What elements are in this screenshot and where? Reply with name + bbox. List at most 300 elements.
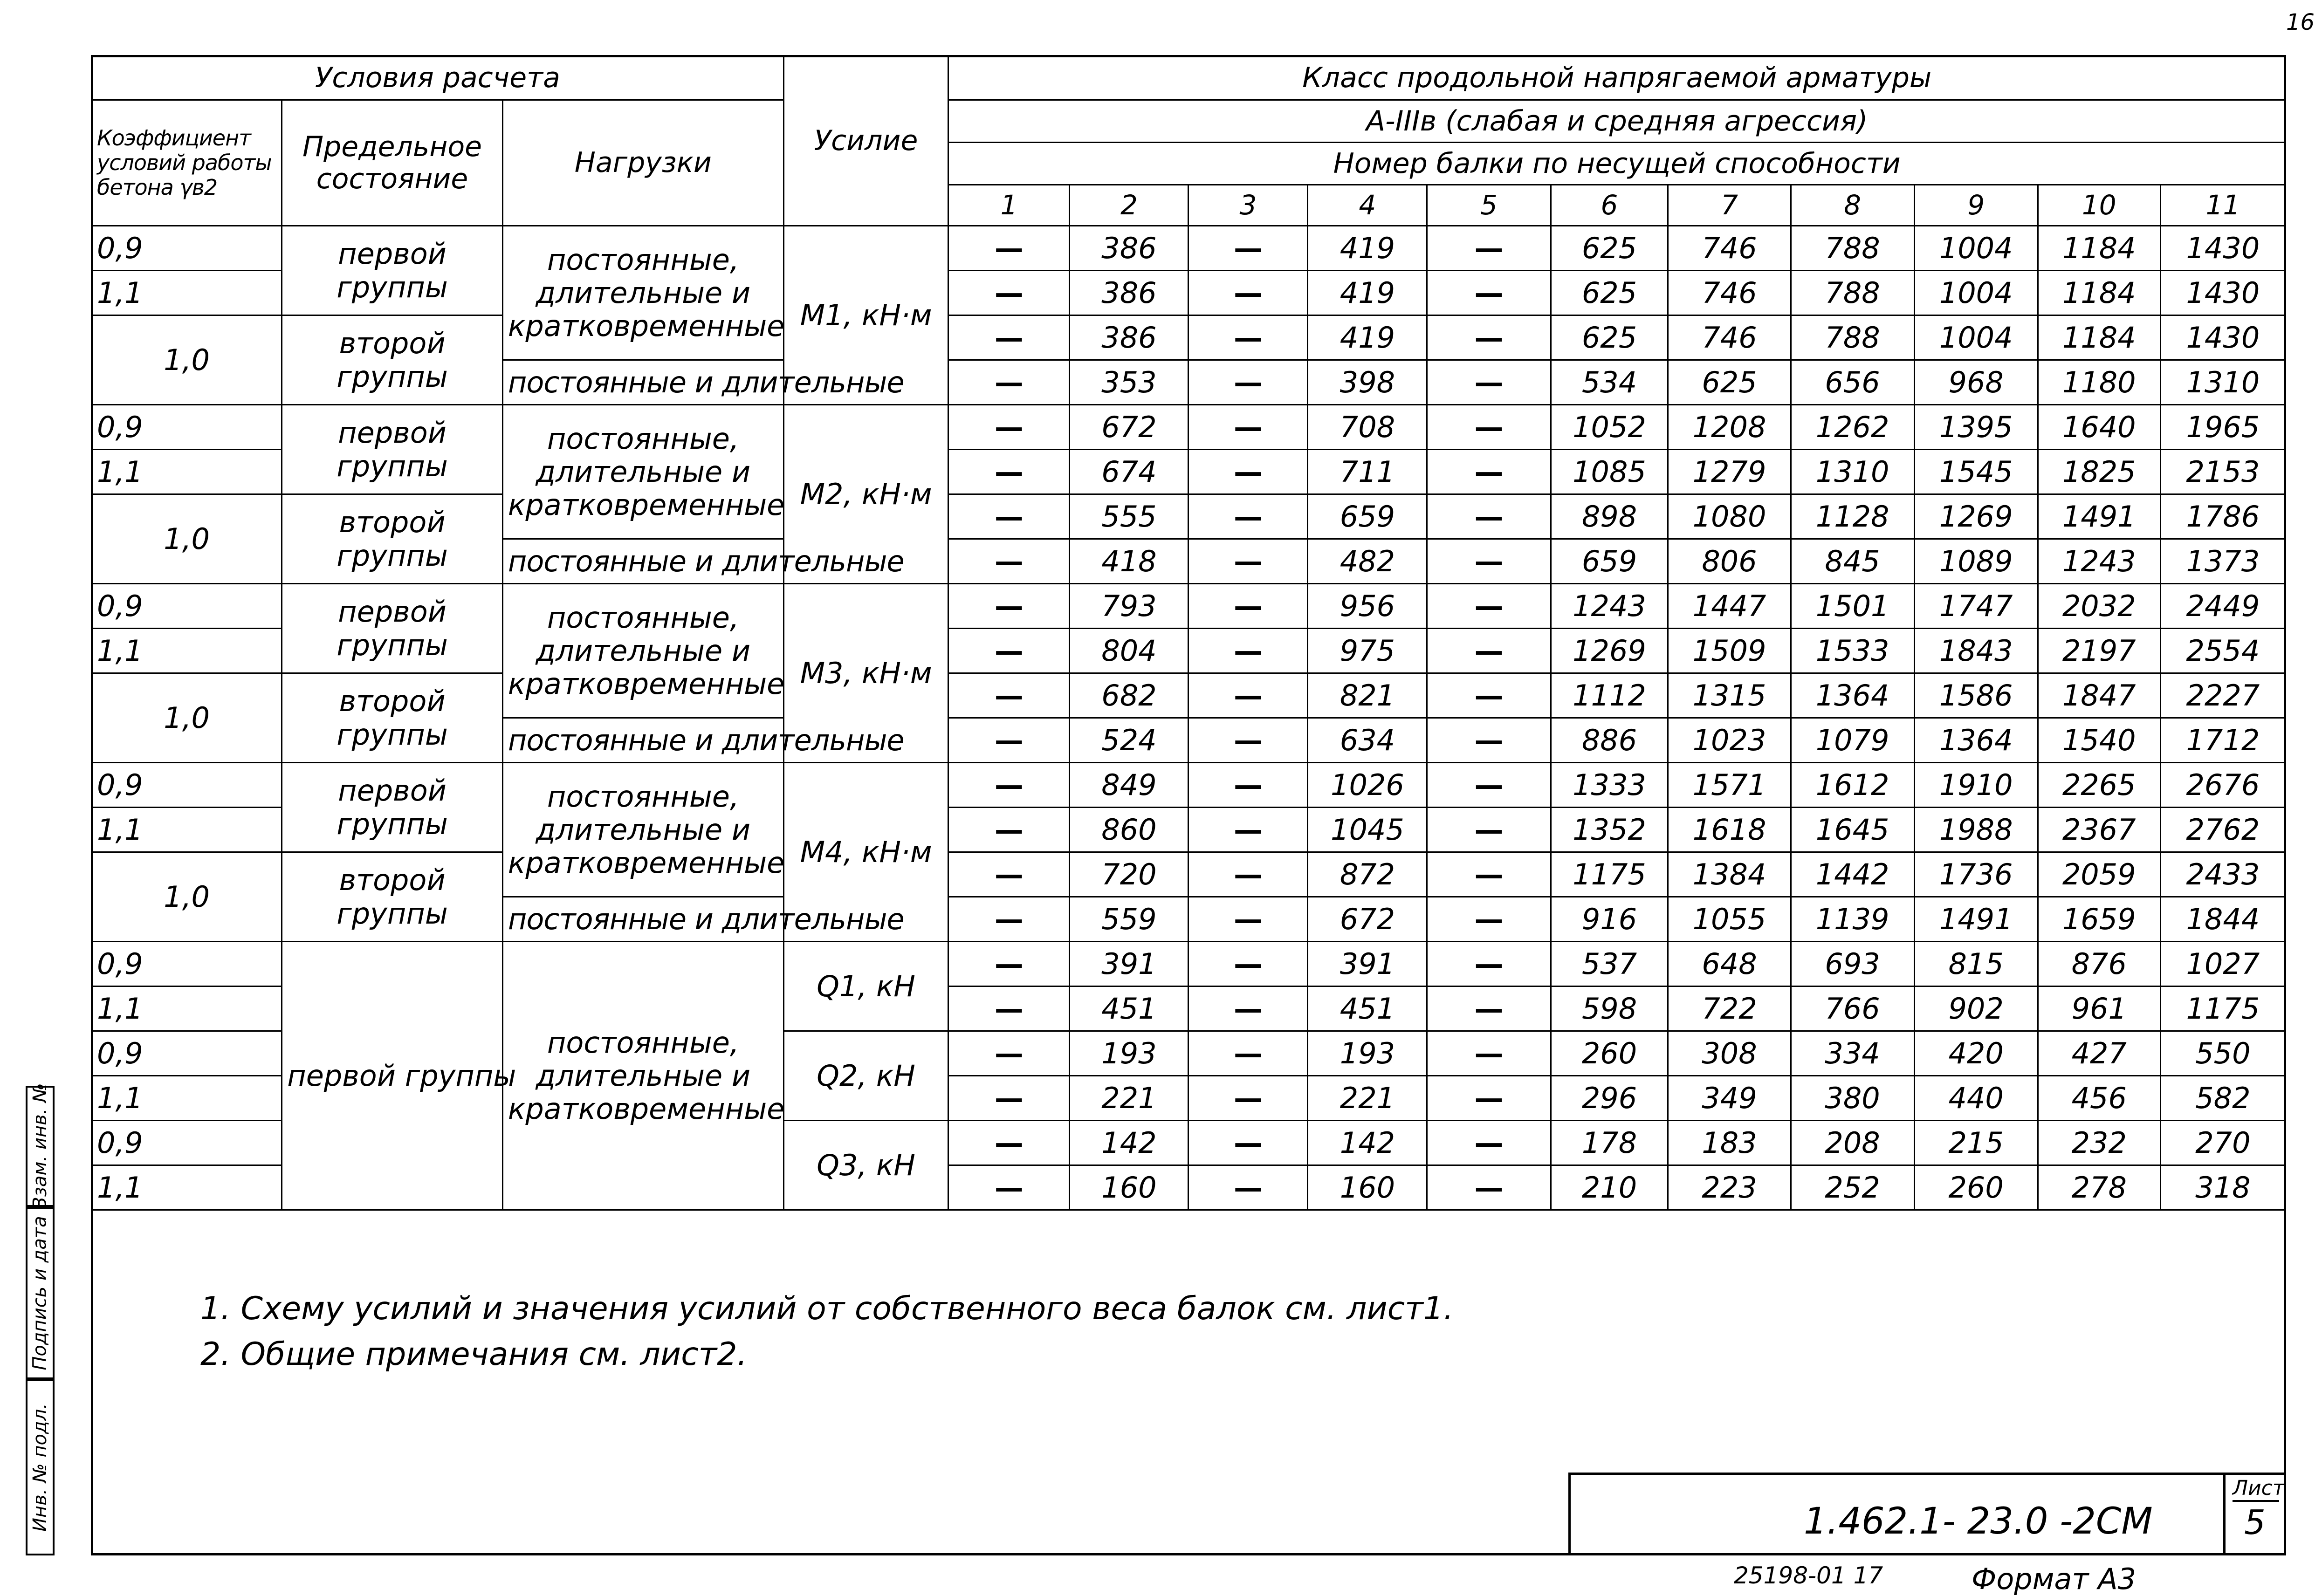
beam-number-10: 10 <box>2038 185 2160 226</box>
value-cell: 391 <box>1070 942 1188 986</box>
value-cell: 1384 <box>1668 852 1791 897</box>
value-cell: 482 <box>1308 539 1427 584</box>
value-cell: — <box>1188 808 1308 852</box>
force-table <box>91 55 2286 1211</box>
value-cell: 353 <box>1070 360 1188 405</box>
value-cell: 711 <box>1308 450 1427 494</box>
value-cell: — <box>948 1121 1070 1165</box>
value-cell: 788 <box>1791 226 1914 271</box>
value-cell: 451 <box>1070 986 1188 1031</box>
value-cell: 534 <box>1551 360 1668 405</box>
value-cell: — <box>948 718 1070 763</box>
beam-number-3: 3 <box>1188 185 1308 226</box>
coeff-cell: 0,9 <box>92 226 282 271</box>
value-cell: 656 <box>1791 360 1914 405</box>
loads-cell: постоянные, длительные и кратковременные <box>502 584 783 718</box>
value-cell: 260 <box>1551 1031 1668 1076</box>
value-cell: 975 <box>1308 629 1427 673</box>
value-cell: 215 <box>1914 1121 2038 1165</box>
value-cell: 427 <box>2038 1031 2160 1076</box>
value-cell: 886 <box>1551 718 1668 763</box>
value-cell: 2762 <box>2160 808 2285 852</box>
value-cell: 142 <box>1070 1121 1188 1165</box>
coeff-cell: 1,0 <box>92 315 282 405</box>
side-signature-date: Подпись и дата <box>26 1207 55 1379</box>
value-cell: 1333 <box>1551 763 1668 808</box>
value-cell: 524 <box>1070 718 1188 763</box>
value-cell: 1843 <box>1914 629 2038 673</box>
beam-number-8: 8 <box>1791 185 1914 226</box>
value-cell: 1128 <box>1791 494 1914 539</box>
value-cell: 849 <box>1070 763 1188 808</box>
value-cell: 1736 <box>1914 852 2038 897</box>
value-cell: 1373 <box>2160 539 2285 584</box>
value-cell: 793 <box>1070 584 1188 629</box>
coeff-cell: 1,1 <box>92 1076 282 1121</box>
value-cell: 349 <box>1668 1076 1791 1121</box>
value-cell: 1243 <box>1551 584 1668 629</box>
loads-cell: постоянные и длительные <box>502 718 783 763</box>
value-cell: 876 <box>2038 942 2160 986</box>
limit-state-cell: первой группы <box>282 942 503 1210</box>
value-cell: 672 <box>1070 405 1188 450</box>
loads-cell: постоянные, длительные и кратковременные <box>502 763 783 897</box>
value-cell: — <box>1188 673 1308 718</box>
value-cell: — <box>948 942 1070 986</box>
value-cell: — <box>1188 360 1308 405</box>
value-cell: 898 <box>1551 494 1668 539</box>
value-cell: 956 <box>1308 584 1427 629</box>
value-cell: 648 <box>1668 942 1791 986</box>
value-cell: 420 <box>1914 1031 2038 1076</box>
value-cell: 1618 <box>1668 808 1791 852</box>
format-label: Формат А3 <box>1972 1562 2137 1596</box>
value-cell: — <box>948 1165 1070 1210</box>
value-cell: — <box>1188 942 1308 986</box>
value-cell: 1027 <box>2160 942 2285 986</box>
value-cell: — <box>948 673 1070 718</box>
value-cell: 746 <box>1668 315 1791 360</box>
value-cell: 221 <box>1308 1076 1427 1121</box>
value-cell: — <box>1427 360 1551 405</box>
value-cell: 682 <box>1070 673 1188 718</box>
value-cell: 1965 <box>2160 405 2285 450</box>
loads-cell: постоянные, длительные и кратковременные <box>502 405 783 539</box>
beam-number-header: Номер балки по несущей способности <box>948 143 2286 185</box>
coeff-cell: 0,9 <box>92 405 282 450</box>
value-cell: 1491 <box>2038 494 2160 539</box>
value-cell: 815 <box>1914 942 2038 986</box>
table-row <box>92 315 2286 360</box>
value-cell: 804 <box>1070 629 1188 673</box>
value-cell: — <box>1188 539 1308 584</box>
value-cell: 2227 <box>2160 673 2285 718</box>
value-cell: — <box>1427 808 1551 852</box>
value-cell: — <box>1427 315 1551 360</box>
note-2: 2. Общие примечания см. лист2. <box>200 1336 748 1373</box>
value-cell: 961 <box>2038 986 2160 1031</box>
conditions-header: Условия расчета <box>92 56 784 100</box>
value-cell: 419 <box>1308 271 1427 315</box>
value-cell: 1269 <box>1551 629 1668 673</box>
value-cell: 193 <box>1070 1031 1188 1076</box>
coeff-cell: 1,1 <box>92 271 282 315</box>
value-cell: 2265 <box>2038 763 2160 808</box>
value-cell: — <box>1427 450 1551 494</box>
value-cell: 1026 <box>1308 763 1427 808</box>
value-cell: — <box>948 986 1070 1031</box>
table-row <box>92 942 2286 986</box>
value-cell: — <box>1427 942 1551 986</box>
value-cell: 1786 <box>2160 494 2285 539</box>
value-cell: 1180 <box>2038 360 2160 405</box>
loads-cell: постоянные, длительные и кратковременные <box>502 942 783 1210</box>
value-cell: 1184 <box>2038 315 2160 360</box>
value-cell: — <box>1427 1031 1551 1076</box>
value-cell: 1023 <box>1668 718 1791 763</box>
value-cell: — <box>948 808 1070 852</box>
value-cell: 160 <box>1070 1165 1188 1210</box>
coeff-cell: 0,9 <box>92 1121 282 1165</box>
value-cell: 1310 <box>1791 450 1914 494</box>
value-cell: — <box>1188 584 1308 629</box>
limit-state-cell: второй группы <box>282 852 503 942</box>
value-cell: — <box>1427 271 1551 315</box>
value-cell: 142 <box>1308 1121 1427 1165</box>
value-cell: 1659 <box>2038 897 2160 942</box>
value-cell: 1825 <box>2038 450 2160 494</box>
value-cell: — <box>1188 718 1308 763</box>
value-cell: 1364 <box>1914 718 2038 763</box>
value-cell: 968 <box>1914 360 2038 405</box>
value-cell: 821 <box>1308 673 1427 718</box>
value-cell: 1279 <box>1668 450 1791 494</box>
beam-number-1: 1 <box>948 185 1070 226</box>
value-cell: 2153 <box>2160 450 2285 494</box>
value-cell: 672 <box>1308 897 1427 942</box>
value-cell: 1640 <box>2038 405 2160 450</box>
class-header: Класс продольной напрягаемой арматуры <box>948 56 2286 100</box>
value-cell: — <box>1427 539 1551 584</box>
value-cell: — <box>1188 852 1308 897</box>
value-cell: 296 <box>1551 1076 1668 1121</box>
value-cell: — <box>948 539 1070 584</box>
value-cell: 720 <box>1070 852 1188 897</box>
value-cell: 1112 <box>1551 673 1668 718</box>
coeff-cell: 1,1 <box>92 1165 282 1210</box>
value-cell: 2032 <box>2038 584 2160 629</box>
loads-cell: постоянные и длительные <box>502 897 783 942</box>
value-cell: — <box>1188 226 1308 271</box>
value-cell: — <box>948 584 1070 629</box>
coeff-cell: 1,1 <box>92 808 282 852</box>
value-cell: 598 <box>1551 986 1668 1031</box>
limit-state-cell: второй группы <box>282 315 503 405</box>
value-cell: 1004 <box>1914 271 2038 315</box>
value-cell: 456 <box>2038 1076 2160 1121</box>
value-cell: — <box>1427 986 1551 1031</box>
value-cell: — <box>948 1076 1070 1121</box>
table-row <box>92 673 2286 718</box>
side-replace-inv: Взам. инв. № <box>26 1086 55 1207</box>
value-cell: 1208 <box>1668 405 1791 450</box>
value-cell: 1442 <box>1791 852 1914 897</box>
value-cell: — <box>1427 629 1551 673</box>
table-row <box>92 405 2286 450</box>
value-cell: 1052 <box>1551 405 1668 450</box>
coeff-column-header: Коэффициент условий работы бетона γв2 <box>92 100 282 226</box>
value-cell: 1269 <box>1914 494 2038 539</box>
notes <box>200 1286 1454 1377</box>
value-cell: 1586 <box>1914 673 2038 718</box>
value-cell: 2449 <box>2160 584 2285 629</box>
value-cell: — <box>1427 584 1551 629</box>
value-cell: 178 <box>1551 1121 1668 1165</box>
note-1: 1. Схему усилий и значения усилий от собственного веса балок см. лист1. <box>200 1290 1454 1327</box>
value-cell: — <box>1188 1165 1308 1210</box>
value-cell: — <box>1427 1076 1551 1121</box>
value-cell: 1184 <box>2038 226 2160 271</box>
value-cell: 386 <box>1070 315 1188 360</box>
force-cell-m2: M2, кН·м <box>783 405 948 584</box>
force-cell-q1: Q1, кН <box>783 942 948 1031</box>
value-cell: 2367 <box>2038 808 2160 852</box>
value-cell: 1085 <box>1551 450 1668 494</box>
value-cell: 160 <box>1308 1165 1427 1210</box>
sheet-label: Лист <box>2233 1476 2279 1502</box>
value-cell: 1310 <box>2160 360 2285 405</box>
value-cell: 2676 <box>2160 763 2285 808</box>
beam-number-5: 5 <box>1427 185 1551 226</box>
value-cell: 1004 <box>1914 315 2038 360</box>
value-cell: — <box>948 852 1070 897</box>
value-cell: 634 <box>1308 718 1427 763</box>
force-cell-q3: Q3, кН <box>783 1121 948 1210</box>
value-cell: — <box>948 494 1070 539</box>
table-row <box>92 852 2286 897</box>
value-cell: 386 <box>1070 271 1188 315</box>
value-cell: 391 <box>1308 942 1427 986</box>
coeff-cell: 0,9 <box>92 942 282 986</box>
limit-state-cell: второй группы <box>282 673 503 763</box>
value-cell: 1184 <box>2038 271 2160 315</box>
value-cell: 559 <box>1070 897 1188 942</box>
sheet-number: 5 <box>2244 1503 2266 1542</box>
value-cell: 278 <box>2038 1165 2160 1210</box>
value-cell: — <box>1427 718 1551 763</box>
document-code: 1.462.1- 23.0 -2СМ <box>1804 1500 2153 1542</box>
value-cell: — <box>948 405 1070 450</box>
value-cell: 1509 <box>1668 629 1791 673</box>
value-cell: 766 <box>1791 986 1914 1031</box>
value-cell: 1004 <box>1914 226 2038 271</box>
page-number: 16 <box>2286 9 2315 35</box>
value-cell: 693 <box>1791 942 1914 986</box>
force-column-header: Усилие <box>783 56 948 226</box>
value-cell: 550 <box>2160 1031 2285 1076</box>
value-cell: 1612 <box>1791 763 1914 808</box>
limit-state-cell: первой группы <box>282 584 503 673</box>
value-cell: — <box>1427 1165 1551 1210</box>
value-cell: 1045 <box>1308 808 1427 852</box>
value-cell: 1910 <box>1914 763 2038 808</box>
limit-state-cell: второй группы <box>282 494 503 584</box>
value-cell: — <box>1427 405 1551 450</box>
value-cell: 380 <box>1791 1076 1914 1121</box>
value-cell: 1540 <box>2038 718 2160 763</box>
value-cell: 1262 <box>1791 405 1914 450</box>
value-cell: — <box>1188 494 1308 539</box>
value-cell: 260 <box>1914 1165 2038 1210</box>
value-cell: 1175 <box>2160 986 2285 1031</box>
value-cell: — <box>948 360 1070 405</box>
side-inv-no: Инв. № подл. <box>26 1379 55 1555</box>
force-cell-q2: Q2, кН <box>783 1031 948 1121</box>
value-cell: 440 <box>1914 1076 2038 1121</box>
value-cell: 210 <box>1551 1165 1668 1210</box>
value-cell: — <box>1188 1031 1308 1076</box>
value-cell: 418 <box>1070 539 1188 584</box>
value-cell: — <box>1188 271 1308 315</box>
value-cell: 1844 <box>2160 897 2285 942</box>
value-cell: — <box>1427 494 1551 539</box>
coeff-cell: 1,1 <box>92 450 282 494</box>
value-cell: 2059 <box>2038 852 2160 897</box>
value-cell: 223 <box>1668 1165 1791 1210</box>
value-cell: 1430 <box>2160 271 2285 315</box>
value-cell: 625 <box>1551 226 1668 271</box>
coeff-cell: 1,0 <box>92 494 282 584</box>
value-cell: 746 <box>1668 226 1791 271</box>
value-cell: — <box>1188 986 1308 1031</box>
value-cell: — <box>948 629 1070 673</box>
value-cell: — <box>948 226 1070 271</box>
limit-state-column-header: Предельное состояние <box>282 100 503 226</box>
value-cell: — <box>1427 1121 1551 1165</box>
value-cell: 582 <box>2160 1076 2285 1121</box>
value-cell: 537 <box>1551 942 1668 986</box>
force-cell-m1: M1, кН·м <box>783 226 948 405</box>
value-cell: 334 <box>1791 1031 1914 1076</box>
limit-state-cell: первой группы <box>282 763 503 852</box>
value-cell: — <box>1188 450 1308 494</box>
value-cell: 1988 <box>1914 808 2038 852</box>
value-cell: — <box>1188 1076 1308 1121</box>
class-value: A-IIIв (слабая и средняя агрессия) <box>948 100 2286 143</box>
value-cell: 1491 <box>1914 897 2038 942</box>
value-cell: 270 <box>2160 1121 2285 1165</box>
value-cell: — <box>1427 226 1551 271</box>
value-cell: — <box>1427 673 1551 718</box>
value-cell: 1430 <box>2160 226 2285 271</box>
value-cell: 1645 <box>1791 808 1914 852</box>
value-cell: 1175 <box>1551 852 1668 897</box>
value-cell: 2433 <box>2160 852 2285 897</box>
force-cell-m4: M4, кН·м <box>783 763 948 942</box>
limit-state-cell: первой группы <box>282 226 503 315</box>
value-cell: 318 <box>2160 1165 2285 1210</box>
value-cell: 1139 <box>1791 897 1914 942</box>
value-cell: 746 <box>1668 271 1791 315</box>
value-cell: 1533 <box>1791 629 1914 673</box>
value-cell: 419 <box>1308 226 1427 271</box>
value-cell: 232 <box>2038 1121 2160 1165</box>
loads-column-header: Нагрузки <box>502 100 783 226</box>
coeff-cell: 1,0 <box>92 673 282 763</box>
value-cell: 674 <box>1070 450 1188 494</box>
beam-number-2: 2 <box>1070 185 1188 226</box>
value-cell: 1079 <box>1791 718 1914 763</box>
value-cell: 221 <box>1070 1076 1188 1121</box>
bottom-code: 25198-01 17 <box>1734 1562 1883 1589</box>
value-cell: — <box>1427 763 1551 808</box>
value-cell: — <box>1427 897 1551 942</box>
value-cell: 386 <box>1070 226 1188 271</box>
loads-cell: постоянные и длительные <box>502 360 783 405</box>
value-cell: 722 <box>1668 986 1791 1031</box>
value-cell: — <box>948 271 1070 315</box>
value-cell: 1847 <box>2038 673 2160 718</box>
value-cell: 308 <box>1668 1031 1791 1076</box>
value-cell: 1089 <box>1914 539 2038 584</box>
value-cell: 625 <box>1551 315 1668 360</box>
value-cell: 1430 <box>2160 315 2285 360</box>
loads-cell: постоянные и длительные <box>502 539 783 584</box>
value-cell: — <box>948 450 1070 494</box>
value-cell: — <box>1427 852 1551 897</box>
table-row <box>92 763 2286 808</box>
value-cell: 1447 <box>1668 584 1791 629</box>
value-cell: 916 <box>1551 897 1668 942</box>
value-cell: 2554 <box>2160 629 2285 673</box>
value-cell: — <box>1188 629 1308 673</box>
side-stamp-strip <box>26 1083 91 1555</box>
value-cell: 419 <box>1308 315 1427 360</box>
value-cell: 1571 <box>1668 763 1791 808</box>
table-row <box>92 494 2286 539</box>
beam-number-9: 9 <box>1914 185 2038 226</box>
beam-number-11: 11 <box>2160 185 2285 226</box>
value-cell: 252 <box>1791 1165 1914 1210</box>
value-cell: — <box>1188 405 1308 450</box>
limit-state-cell: первой группы <box>282 405 503 494</box>
value-cell: 1315 <box>1668 673 1791 718</box>
coeff-cell: 1,0 <box>92 852 282 942</box>
value-cell: 659 <box>1308 494 1427 539</box>
value-cell: 183 <box>1668 1121 1791 1165</box>
value-cell: 1243 <box>2038 539 2160 584</box>
value-cell: 1747 <box>1914 584 2038 629</box>
beam-number-6: 6 <box>1551 185 1668 226</box>
value-cell: 860 <box>1070 808 1188 852</box>
value-cell: 451 <box>1308 986 1427 1031</box>
value-cell: 708 <box>1308 405 1427 450</box>
value-cell: 806 <box>1668 539 1791 584</box>
value-cell: 1352 <box>1551 808 1668 852</box>
value-cell: 1395 <box>1914 405 2038 450</box>
value-cell: 902 <box>1914 986 2038 1031</box>
value-cell: 208 <box>1791 1121 1914 1165</box>
value-cell: 1545 <box>1914 450 2038 494</box>
coeff-cell: 1,1 <box>92 629 282 673</box>
value-cell: 872 <box>1308 852 1427 897</box>
value-cell: 659 <box>1551 539 1668 584</box>
value-cell: 625 <box>1551 271 1668 315</box>
value-cell: — <box>948 897 1070 942</box>
value-cell: — <box>948 315 1070 360</box>
value-cell: — <box>1188 897 1308 942</box>
value-cell: — <box>1188 1121 1308 1165</box>
